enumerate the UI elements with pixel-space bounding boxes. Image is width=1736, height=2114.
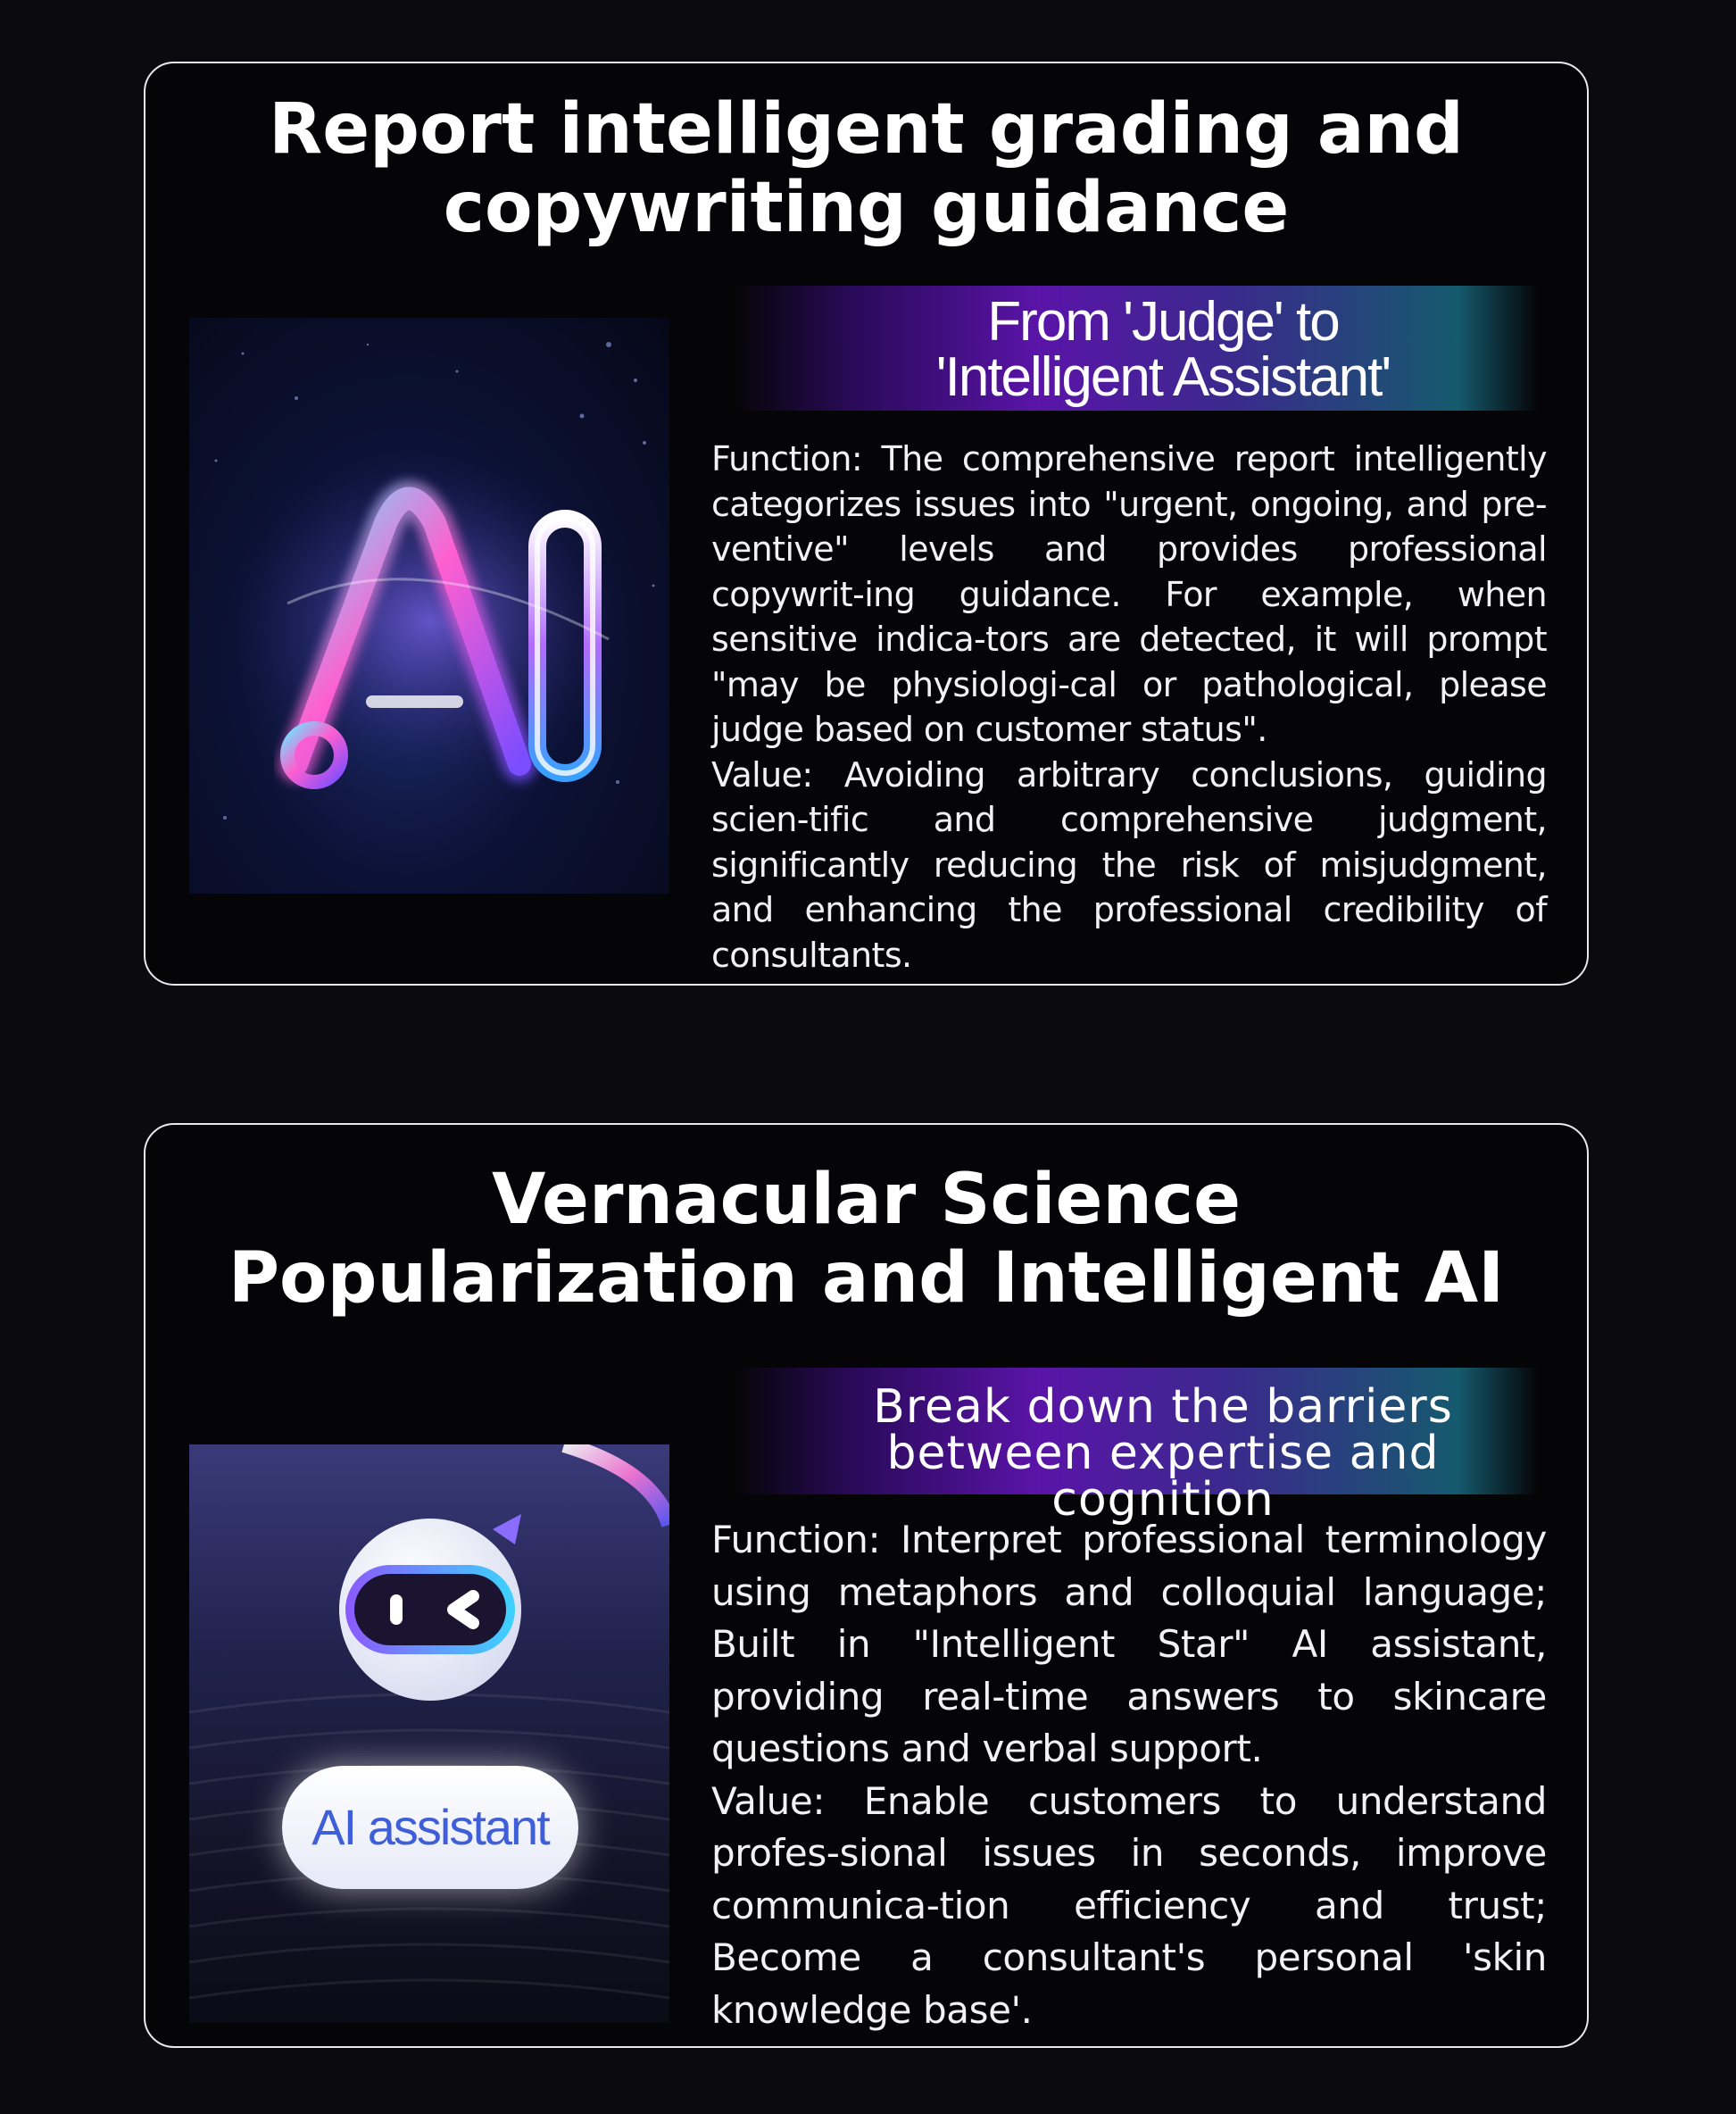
subtitle-line: Break down the barriers: [873, 1380, 1453, 1434]
function-paragraph: Function: The comprehensive report intelligently categorizes issues into "urgent, ongoing, and pre-ventive" levels and provides professional copywrit-ing guidance. For example, when sensitive indica-tors are detected, it will prompt "may be physiologi-cal or pathological, please judge based on customer status".: [711, 439, 1547, 749]
value-paragraph: Value: Enable customers to understand profes-sional issues in seconds, improve communica-tion efficiency and trust; Become a consultant's personal 'skin knowledge base'.: [711, 1778, 1547, 2032]
section-description: [711, 437, 1547, 978]
title-line: copywriting guidance: [443, 168, 1290, 248]
ai-logo-icon: [189, 318, 669, 894]
subtitle-line: between expertise and cognition: [886, 1427, 1440, 1527]
title-line: Vernacular Science: [491, 1160, 1242, 1240]
subtitle-banner: [735, 1368, 1538, 1527]
subtitle-line: From 'Judge' to: [987, 291, 1339, 353]
ai-logo-illustration: [189, 318, 669, 894]
function-paragraph: Function: Interpret professional terminology using metaphors and colloquial language; Built in "Intelligent Star" AI assistant, providing real-time answers to skincare questions and verbal support.: [711, 1518, 1547, 1770]
section-title: [145, 1161, 1587, 1318]
section-title: [145, 90, 1587, 247]
ai-assistant-badge: AI assistant: [282, 1766, 578, 1889]
robot-assistant-illustration: [189, 1444, 669, 2023]
section-card-grading: [144, 62, 1589, 986]
title-line: Popularization and Intelligent AI: [228, 1238, 1505, 1319]
subtitle-line: 'Intelligent Assistant': [935, 346, 1391, 408]
section-card-science: [144, 1123, 1589, 2048]
title-line: Report intelligent grading and: [269, 89, 1464, 170]
value-paragraph: Value: Avoiding arbitrary conclusions, guiding scien-tific and comprehensive judgment, significantly reducing the risk of misjudgment, and enhancing the professional credibility of consultants.: [711, 754, 1547, 975]
section-description: [711, 1514, 1547, 2036]
subtitle-banner: [735, 286, 1538, 411]
robot-assistant-icon: [189, 1444, 669, 2023]
